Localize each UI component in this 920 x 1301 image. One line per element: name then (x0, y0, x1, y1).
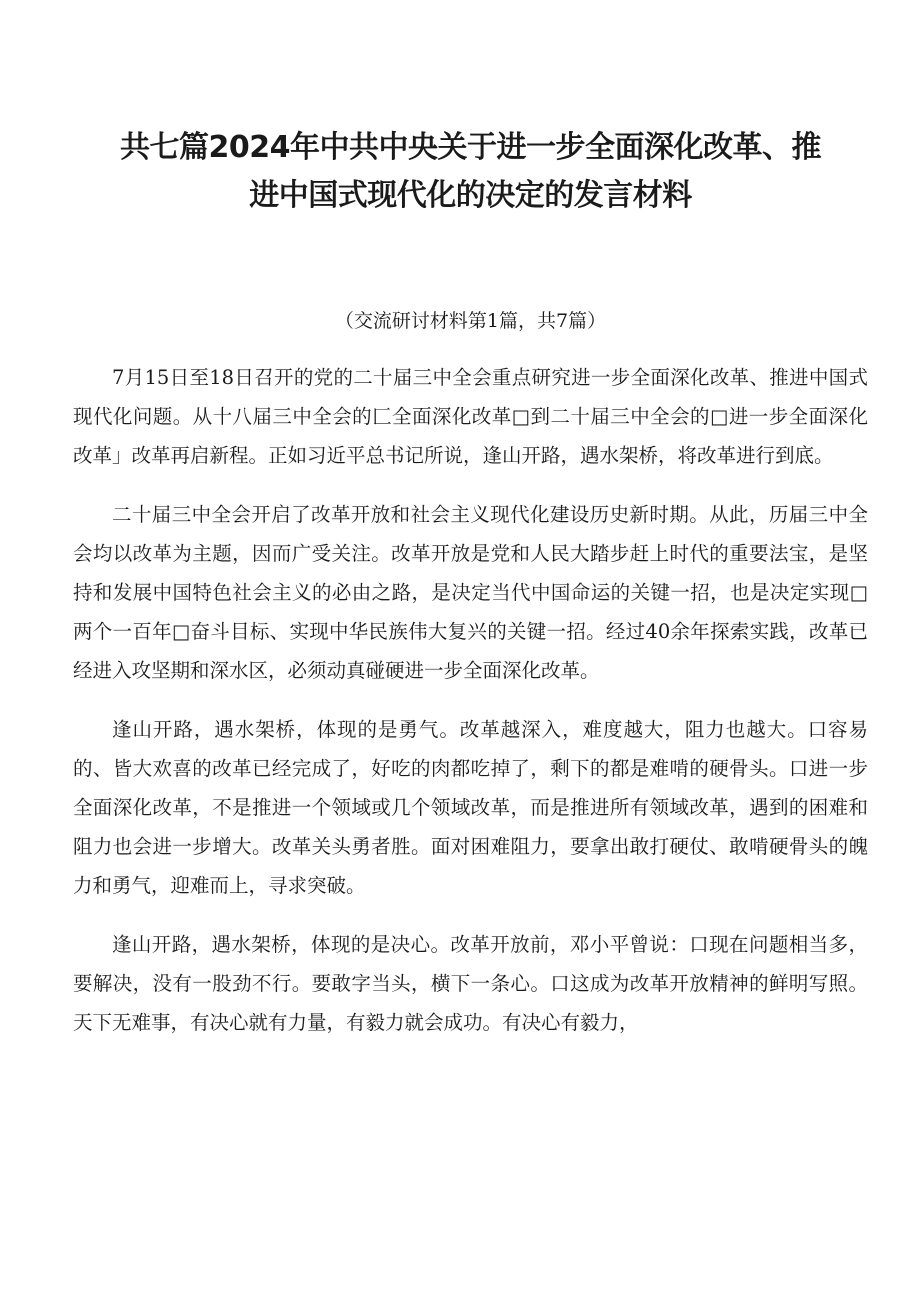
paragraph-3: 逢山开路，遇水架桥，体现的是勇气。改革越深入，难度越大，阻力也越大。口容易的、皆大欢喜的改革已经完成了，好吃的肉都吃掉了，剩下的都是难啃的硬骨头。口进一步全面深化改革，不是推进一个领域或几个领域改革，而是推进所有领域改革，遇到的困难和阻力也会进一步增大。改革关头勇者胜。面对困难阻力，要拿出敢打硬仗、敢啃硬骨头的魄力和勇气，迎难而上，寻求突破。 (73, 718, 868, 897)
title-line-1: 共七篇2024年中共中央关于进一步全面深化改革、推 (120, 130, 821, 165)
document-subtitle: （交流研讨材料第1篇，共7篇） (334, 310, 607, 332)
paragraph-2: 二十届三中全会开启了改革开放和社会主义现代化建设历史新时期。从此，历届三中全会均以改革为主题，因而广受关注。改革开放是党和人民大踏步赶上时代的重要法宝，是坚持和发展中国特色社会主义的必由之路，是决定当代中国命运的关键一招，也是决定实现□两个一百年□奋斗目标、实现中华民族伟大复兴的关键一招。经过40余年探索实践，改革已经进入攻坚期和深水区，必须动真碰硬进一步全面深化改革。 (73, 503, 868, 682)
paragraph-1: 7月15日至18日召开的党的二十届三中全会重点研究进一步全面深化改革、推进中国式现代化问题。从十八届三中全会的匚全面深化改革□到二十届三中全会的□进一步全面深化改革」改革再启新程。正如习近平总书记所说，逢山开路，遇水架桥，将改革进行到底。 (73, 366, 868, 467)
title-line-2: 进中国式现代化的决定的发言材料 (249, 178, 692, 213)
paragraph-4: 逢山开路，遇水架桥，体现的是决心。改革开放前，邓小平曾说：口现在问题相当多，要解决，没有一股劲不行。要敢字当头，横下一条心。口这成为改革开放精神的鲜明写照。天下无难事，有决心就有力量，有毅力就会成功。有决心有毅力， (73, 933, 868, 1034)
document-title (73, 124, 868, 220)
